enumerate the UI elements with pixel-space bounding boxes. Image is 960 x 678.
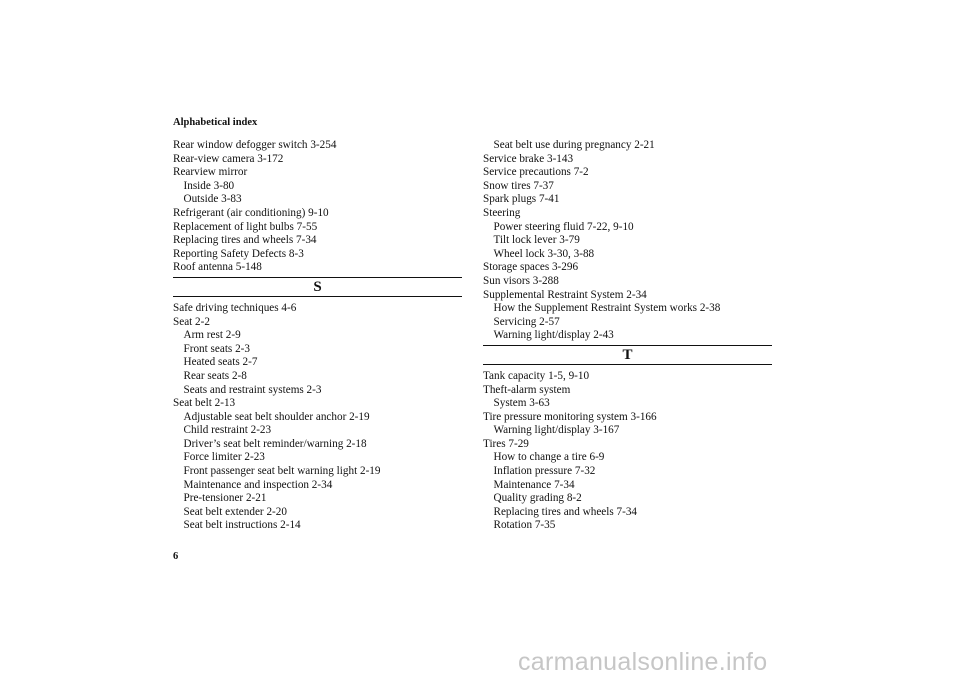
index-subentry: Quality grading 8-2 [493, 492, 582, 505]
index-entry: Tank capacity 1-5, 9-10 [483, 369, 590, 382]
index-entry: Tire pressure monitoring system 3-166 [483, 410, 657, 423]
index-subentry: Warning light/display 2-43 [493, 329, 614, 342]
watermark: carmanualsonline.info [518, 648, 768, 676]
index-subentry: Force limiter 2-23 [183, 451, 265, 464]
index-subentry: System 3-63 [493, 397, 550, 410]
index-entry: Service precautions 7-2 [483, 166, 589, 179]
page-header-title: Alphabetical index [173, 117, 258, 128]
page-number: 6 [173, 551, 179, 562]
index-entry: Roof antenna 5-148 [173, 261, 262, 274]
index-entry: Storage spaces 3-296 [483, 261, 579, 274]
index-entry: Safe driving techniques 4-6 [173, 301, 297, 314]
index-entry: Sun visors 3-288 [483, 274, 559, 287]
index-subentry: Pre-tensioner 2-21 [183, 492, 267, 505]
index-column-right [483, 139, 772, 533]
index-subentry: Rotation 7-35 [493, 519, 556, 532]
index-subentry: Driver’s seat belt reminder/warning 2-18 [183, 437, 367, 450]
index-entry: Steering [483, 206, 521, 219]
index-subentry: Seats and restraint systems 2-3 [183, 383, 322, 396]
index-entry: Supplemental Restraint System 2-34 [483, 288, 647, 301]
index-entry: Replacement of light bulbs 7-55 [173, 220, 318, 233]
index-subentry: How to change a tire 6-9 [493, 451, 605, 464]
index-subentry: Inflation pressure 7-32 [493, 465, 596, 478]
index-entry: Seat belt 2-13 [173, 397, 236, 410]
index-subentry: Replacing tires and wheels 7-34 [493, 505, 638, 518]
index-subentry: Adjustable seat belt shoulder anchor 2-19 [183, 410, 370, 423]
index-subentry: Outside 3-83 [183, 193, 242, 206]
section-heading: S [173, 277, 462, 297]
index-entry: Rear window defogger switch 3-254 [173, 139, 337, 151]
index-entry: Service brake 3-143 [483, 152, 574, 165]
index-subentry: Tilt lock lever 3-79 [493, 234, 580, 247]
index-entry: Tires 7-29 [483, 437, 529, 450]
section-heading: T [483, 345, 772, 365]
index-subentry: Maintenance and inspection 2-34 [183, 478, 333, 491]
index-subentry: Servicing 2-57 [493, 315, 560, 328]
index-entry: Spark plugs 7-41 [483, 193, 560, 206]
index-subentry: Wheel lock 3-30, 3-88 [493, 247, 595, 260]
index-column-left [173, 139, 462, 533]
index-subentry: How the Supplement Restraint System works 2-38 [493, 302, 721, 315]
index-subentry: Seat belt instructions 2-14 [183, 519, 301, 532]
index-subentry: Seat belt use during pregnancy 2-21 [493, 139, 655, 151]
index-subentry: Seat belt extender 2-20 [183, 505, 287, 518]
index-subentry: Arm rest 2-9 [183, 329, 241, 342]
index-entry: Replacing tires and wheels 7-34 [173, 234, 317, 247]
index-subentry: Front passenger seat belt warning light 2-19 [183, 465, 381, 478]
index-subentry: Inside 3-80 [183, 179, 235, 192]
index-entry: Refrigerant (air conditioning) 9-10 [173, 206, 329, 219]
index-entry: Reporting Safety Defects 8-3 [173, 247, 304, 260]
index-entry: Rear-view camera 3-172 [173, 152, 284, 165]
index-subentry: Warning light/display 3-167 [493, 424, 620, 437]
index-subentry: Power steering fluid 7-22, 9-10 [493, 220, 634, 233]
index-subentry: Maintenance 7-34 [493, 478, 575, 491]
index-entry: Snow tires 7-37 [483, 179, 554, 192]
index-subentry: Rear seats 2-8 [183, 369, 247, 382]
index-subentry: Heated seats 2-7 [183, 356, 258, 369]
index-entry: Rearview mirror [173, 166, 248, 179]
index-entry: Seat 2-2 [173, 315, 210, 328]
index-subentry: Front seats 2-3 [183, 342, 250, 355]
index-entry: Theft-alarm system [483, 383, 571, 396]
index-subentry: Child restraint 2-23 [183, 424, 272, 437]
